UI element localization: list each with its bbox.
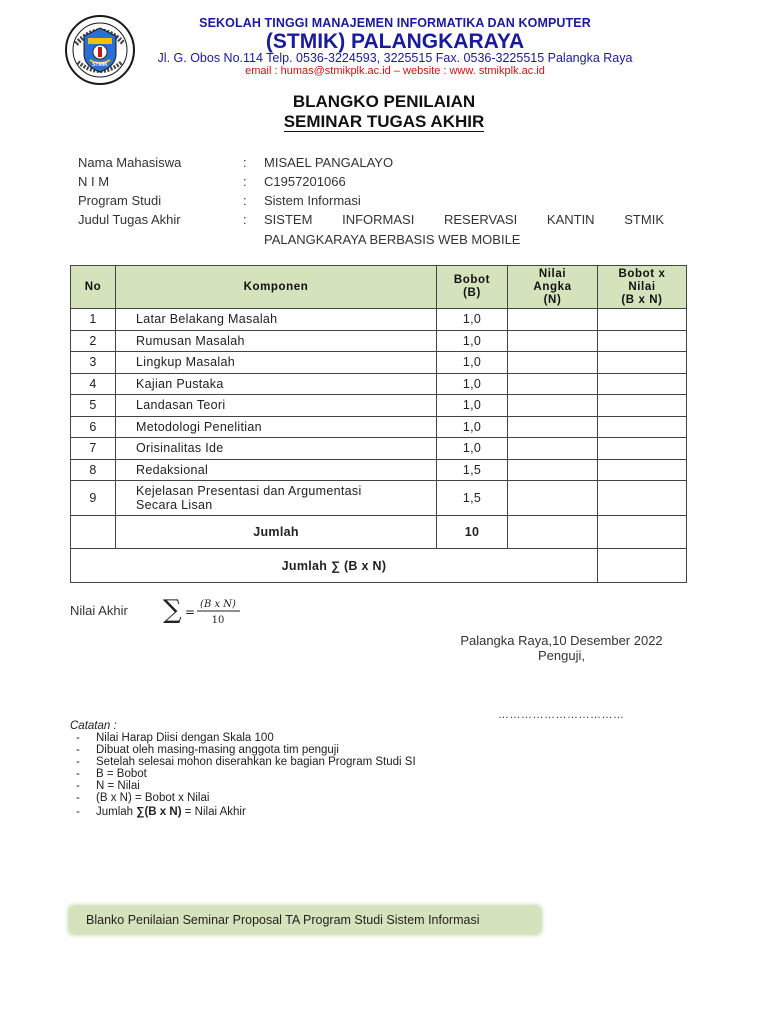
row-komponen: Orisinalitas Ide (116, 438, 437, 460)
equals-symbol: = (185, 605, 196, 619)
stmik-logo (64, 14, 136, 86)
colon: : (243, 174, 247, 189)
nilai-cell[interactable] (508, 309, 598, 331)
nilai-cell[interactable] (508, 416, 598, 438)
bxn-cell[interactable] (598, 330, 687, 352)
jumlah-bxn-row (71, 549, 687, 583)
row-no: 7 (71, 438, 116, 460)
score-table (70, 265, 687, 583)
table-row (71, 395, 687, 417)
label-judul: Judul Tugas Akhir (78, 212, 181, 227)
row-no: 4 (71, 373, 116, 395)
institution-contact: email : humas@stmikplk.ac.id – website : www. stmikplk.ac.id (245, 65, 545, 77)
institution-short-name: (STMIK) PALANGKARAYA (265, 30, 525, 53)
jumlah-empty-cell (71, 516, 116, 549)
row-bobot: 1,0 (437, 309, 508, 331)
nilai-cell[interactable] (508, 352, 598, 374)
bxn-cell[interactable] (598, 352, 687, 374)
note-item: - Setelah selesai mohon diserahkan ke bagian Program Studi SI (76, 756, 416, 768)
table-row (71, 352, 687, 374)
footer-text: Blanko Penilaian Seminar Proposal TA Program Studi Sistem Informasi (86, 913, 480, 927)
bxn-cell[interactable] (598, 481, 687, 516)
table-row (71, 330, 687, 352)
row-bobot: 1,0 (437, 352, 508, 374)
row-komponen: Metodologi Penelitian (116, 416, 437, 438)
header-nilai: Nilai Angka (N) (508, 266, 598, 309)
nilai-cell[interactable] (508, 438, 598, 460)
row-komponen: Landasan Teori (116, 395, 437, 417)
nilai-cell[interactable] (508, 330, 598, 352)
jumlah-bxn-label: Jumlah ∑ (B x N) (71, 549, 598, 583)
row-komponen: Lingkup Masalah (116, 352, 437, 374)
row-komponen: Redaksional (116, 459, 437, 481)
jumlah-row (71, 516, 687, 549)
table-row (71, 438, 687, 460)
jumlah-value: 10 (437, 516, 508, 549)
table-row (71, 481, 687, 516)
nilai-cell[interactable] (508, 395, 598, 417)
nilai-cell[interactable] (508, 373, 598, 395)
note-item: - Dibuat oleh masing-masing anggota tim penguji (76, 744, 339, 756)
value-nim: C1957201066 (264, 174, 346, 189)
jumlah-label: Jumlah (116, 516, 437, 549)
nilai-cell[interactable] (508, 481, 598, 516)
row-no: 8 (71, 459, 116, 481)
note-item: - B = Bobot (76, 768, 147, 780)
bxn-cell[interactable] (598, 459, 687, 481)
label-nim: N I M (78, 174, 110, 189)
table-header-row (71, 266, 687, 309)
row-komponen: Kajian Pustaka (116, 373, 437, 395)
jumlah-nilai-cell[interactable] (508, 516, 598, 549)
header-bxn: Bobot x Nilai (B x N) (598, 266, 687, 309)
bxn-cell[interactable] (598, 438, 687, 460)
row-no: 5 (71, 395, 116, 417)
row-no: 9 (71, 481, 116, 516)
bxn-cell[interactable] (598, 395, 687, 417)
sigma-symbol: ∑ (163, 595, 182, 625)
row-no: 3 (71, 352, 116, 374)
row-bobot: 1,0 (437, 438, 508, 460)
bxn-cell[interactable] (598, 309, 687, 331)
colon: : (243, 193, 247, 208)
note-item: - (B x N) = Bobot x Nilai (76, 792, 210, 804)
institution-address: Jl. G. Obos No.114 Telp. 0536-3224593, 3225515 Fax. 0536-3225515 Palangka Raya (157, 51, 633, 65)
note-item: - Jumlah ∑(B x N) = Nilai Akhir (76, 806, 246, 818)
table-row (71, 373, 687, 395)
row-bobot: 1,0 (437, 373, 508, 395)
nilai-akhir-formula (163, 594, 253, 628)
label-nama: Nama Mahasiswa (78, 155, 182, 170)
row-bobot: 1,5 (437, 481, 508, 516)
jumlah-bxn-value-cell[interactable] (598, 549, 687, 583)
value-nama: MISAEL PANGALAYO (264, 155, 394, 170)
signature-line: …………………………… (498, 709, 625, 721)
row-komponen: Kejelasan Presentasi dan Argumentasi Secara Lisan (116, 481, 437, 516)
row-no: 1 (71, 309, 116, 331)
document-subtitle (0, 112, 768, 132)
note-item: - Nilai Harap Diisi dengan Skala 100 (76, 732, 274, 744)
colon: : (243, 155, 247, 170)
formula-numerator: (B x N) (200, 599, 236, 610)
table-row (71, 459, 687, 481)
document-subtitle-text: SEMINAR TUGAS AKHIR (283, 112, 485, 131)
value-prodi: Sistem Informasi (264, 193, 361, 208)
institution-name: SEKOLAH TINGGI MANAJEMEN INFORMATIKA DAN KOMPUTER (199, 16, 591, 30)
table-row (71, 416, 687, 438)
bxn-cell[interactable] (598, 373, 687, 395)
row-komponen: Rumusan Masalah (116, 330, 437, 352)
row-bobot: 1,0 (437, 395, 508, 417)
label-prodi: Program Studi (78, 193, 162, 208)
row-bobot: 1,0 (437, 330, 508, 352)
header-no: No (71, 266, 116, 309)
formula-denominator: 10 (211, 615, 225, 626)
logo-text: STMIK (92, 62, 108, 68)
header-komponen: Komponen (116, 266, 437, 309)
row-bobot: 1,0 (437, 416, 508, 438)
value-judul-line1: SISTEM INFORMASI RESERVASI KANTIN STMIK (264, 212, 664, 227)
table-row (71, 309, 687, 331)
document-title: BLANGKO PENILAIAN (292, 92, 476, 111)
place-date: Palangka Raya,10 Desember 2022 (460, 633, 663, 648)
jumlah-bxn-cell[interactable] (598, 516, 687, 549)
row-no: 6 (71, 416, 116, 438)
value-judul-line2: PALANGKARAYA BERBASIS WEB MOBILE (264, 232, 521, 247)
bxn-cell[interactable] (598, 416, 687, 438)
row-bobot: 1,5 (437, 459, 508, 481)
signer-role: Penguji, (538, 648, 585, 663)
note-item: - N = Nilai (76, 780, 140, 792)
nilai-akhir-label: Nilai Akhir (70, 603, 128, 618)
row-komponen: Latar Belakang Masalah (116, 309, 437, 331)
colon: : (243, 212, 247, 227)
nilai-cell[interactable] (508, 459, 598, 481)
row-no: 2 (71, 330, 116, 352)
header-bobot: Bobot (B) (437, 266, 508, 309)
notes-heading: Catatan : (70, 720, 117, 732)
